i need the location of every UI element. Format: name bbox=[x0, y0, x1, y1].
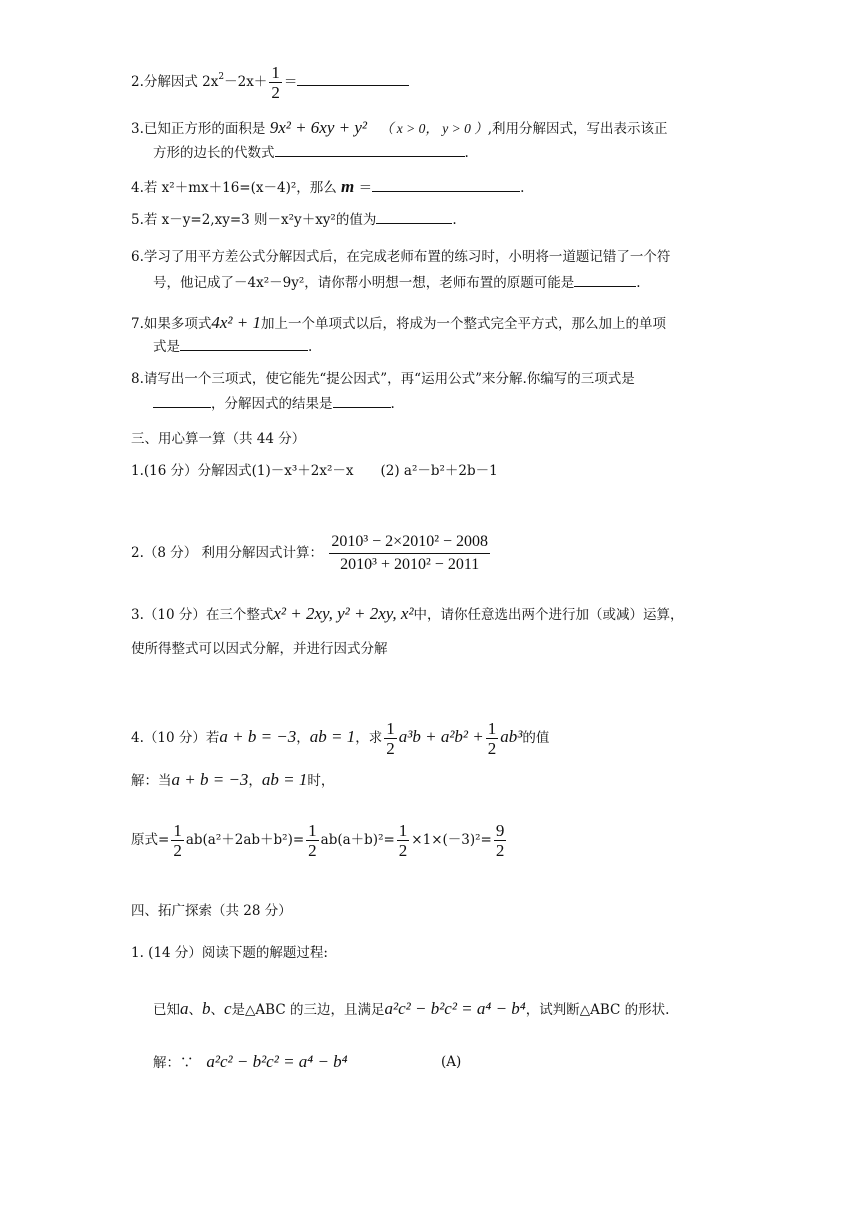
step-tag: (A) bbox=[441, 1054, 462, 1070]
math-expr: 4x² + 1 bbox=[211, 313, 262, 332]
question-7-cont: 式是 . bbox=[153, 336, 312, 357]
math-expr: 9x² + 6xy + y² bbox=[269, 118, 368, 137]
solution-step-a: 解：∵ a²c² − b²c² = a⁴ − b⁴ bbox=[153, 1052, 348, 1071]
fraction-half: $\frac{1}{2}$ bbox=[271, 63, 280, 102]
question-3: 3.已知正方形的面积是 9x² + 6xy + y² （ x > 0， y > 0 ）,利用分解因式，写出表示该正 bbox=[131, 118, 668, 137]
section-3-title: 三、用心算一算（共 44 分） bbox=[131, 431, 306, 447]
math-expr: a²c² − b²c² = a⁴ − b⁴ bbox=[206, 1052, 348, 1071]
answer-blank[interactable] bbox=[376, 209, 452, 224]
answer-blank[interactable] bbox=[275, 142, 465, 157]
section-3-question-3-cont: 使所得整式可以因式分解，并进行因式分解 bbox=[131, 641, 388, 657]
section-4-title: 四、拓广探索（共 28 分） bbox=[131, 903, 292, 919]
question-2: 2.分解因式 $2x^2-2x+$ $\frac{1}{2}$ ＝ bbox=[131, 63, 409, 102]
question-8: 8.请写出一个三项式，使它能先“提公因式”，再“运用公式”来分解.你编写的三项式是 bbox=[131, 371, 635, 387]
given-statement: 已知a、b、c是△ABC 的三边，且满足a²c² − b²c² = a⁴ − b⁴，试判断△ABC 的形状. bbox=[153, 999, 670, 1018]
question-8-cont: ，分解因式的结果是 . bbox=[153, 393, 395, 414]
fraction-expression: $\frac{\text{2010³ − 2×2010² − 2008}}{\text{2010³ + 2010² − 2011}}$ bbox=[331, 533, 489, 573]
section-3-question-2: 2.（8 分） 利用分解因式计算： $\frac{\text{2010³ − 2×2010² − 2008}}{\text{2010³ + 2010² − 2011}}$ bbox=[131, 531, 492, 576]
question-7: 7.如果多项式4x² + 1加上一个单项式以后，将成为一个整式完全平方式，那么加上的单项 bbox=[131, 313, 667, 332]
math-expr: a²c² − b²c² = a⁴ − b⁴ bbox=[384, 999, 526, 1018]
section-3-question-3: 3.（10 分）在三个整式x² + 2xy, y² + 2xy, x²中，请你任意选出两个进行加（或减）运算， bbox=[131, 604, 684, 623]
answer-blank[interactable] bbox=[372, 177, 520, 192]
answer-blank[interactable] bbox=[333, 393, 391, 408]
section-4-question-1: 1. (14 分）阅读下题的解题过程: bbox=[131, 945, 328, 961]
question-6-cont: 号，他记成了－4x²－9y²，请你帮小明想一想，老师布置的原题可能是 . bbox=[153, 272, 641, 293]
math-expr: x² + 2xy, y² + 2xy, x² bbox=[273, 604, 414, 623]
solution-work: 原式= $\frac{1}{2}$ ab(a²＋2ab＋b²)= $\frac{1}{2}$ ab(a＋b)²= $\frac{1}{2}$ ×1×(－3)²= $\frac{9}{2}$ bbox=[131, 821, 505, 860]
question-4: 4.若 x²＋mx＋16=(x－4)²，那么 m ＝ . bbox=[131, 177, 525, 196]
answer-blank[interactable] bbox=[297, 71, 409, 86]
section-3-question-4: 4.（10 分）若a + b = −3，ab = 1，求 $\frac{1}{2}$ a³b + a²b² + $\frac{1}{2}$ ab³的值 bbox=[131, 719, 550, 758]
answer-blank[interactable] bbox=[180, 336, 308, 351]
answer-blank[interactable] bbox=[153, 393, 211, 408]
question-5: 5.若 x－y=2,xy=3 则－x²y＋xy²的值为 . bbox=[131, 209, 457, 230]
section-3-question-1: 1.(16 分）分解因式(1)－x³＋2x²－x (2) a²－b²＋2b－1 bbox=[131, 463, 498, 479]
question-6: 6.学习了用平方差公式分解因式后，在完成老师布置的练习时，小明将一道题记错了一个符 bbox=[131, 249, 671, 265]
solution-intro: 解：当a + b = −3，ab = 1时， bbox=[131, 770, 335, 789]
answer-blank[interactable] bbox=[574, 272, 636, 287]
question-3-cont: 方形的边长的代数式 . bbox=[153, 142, 469, 163]
